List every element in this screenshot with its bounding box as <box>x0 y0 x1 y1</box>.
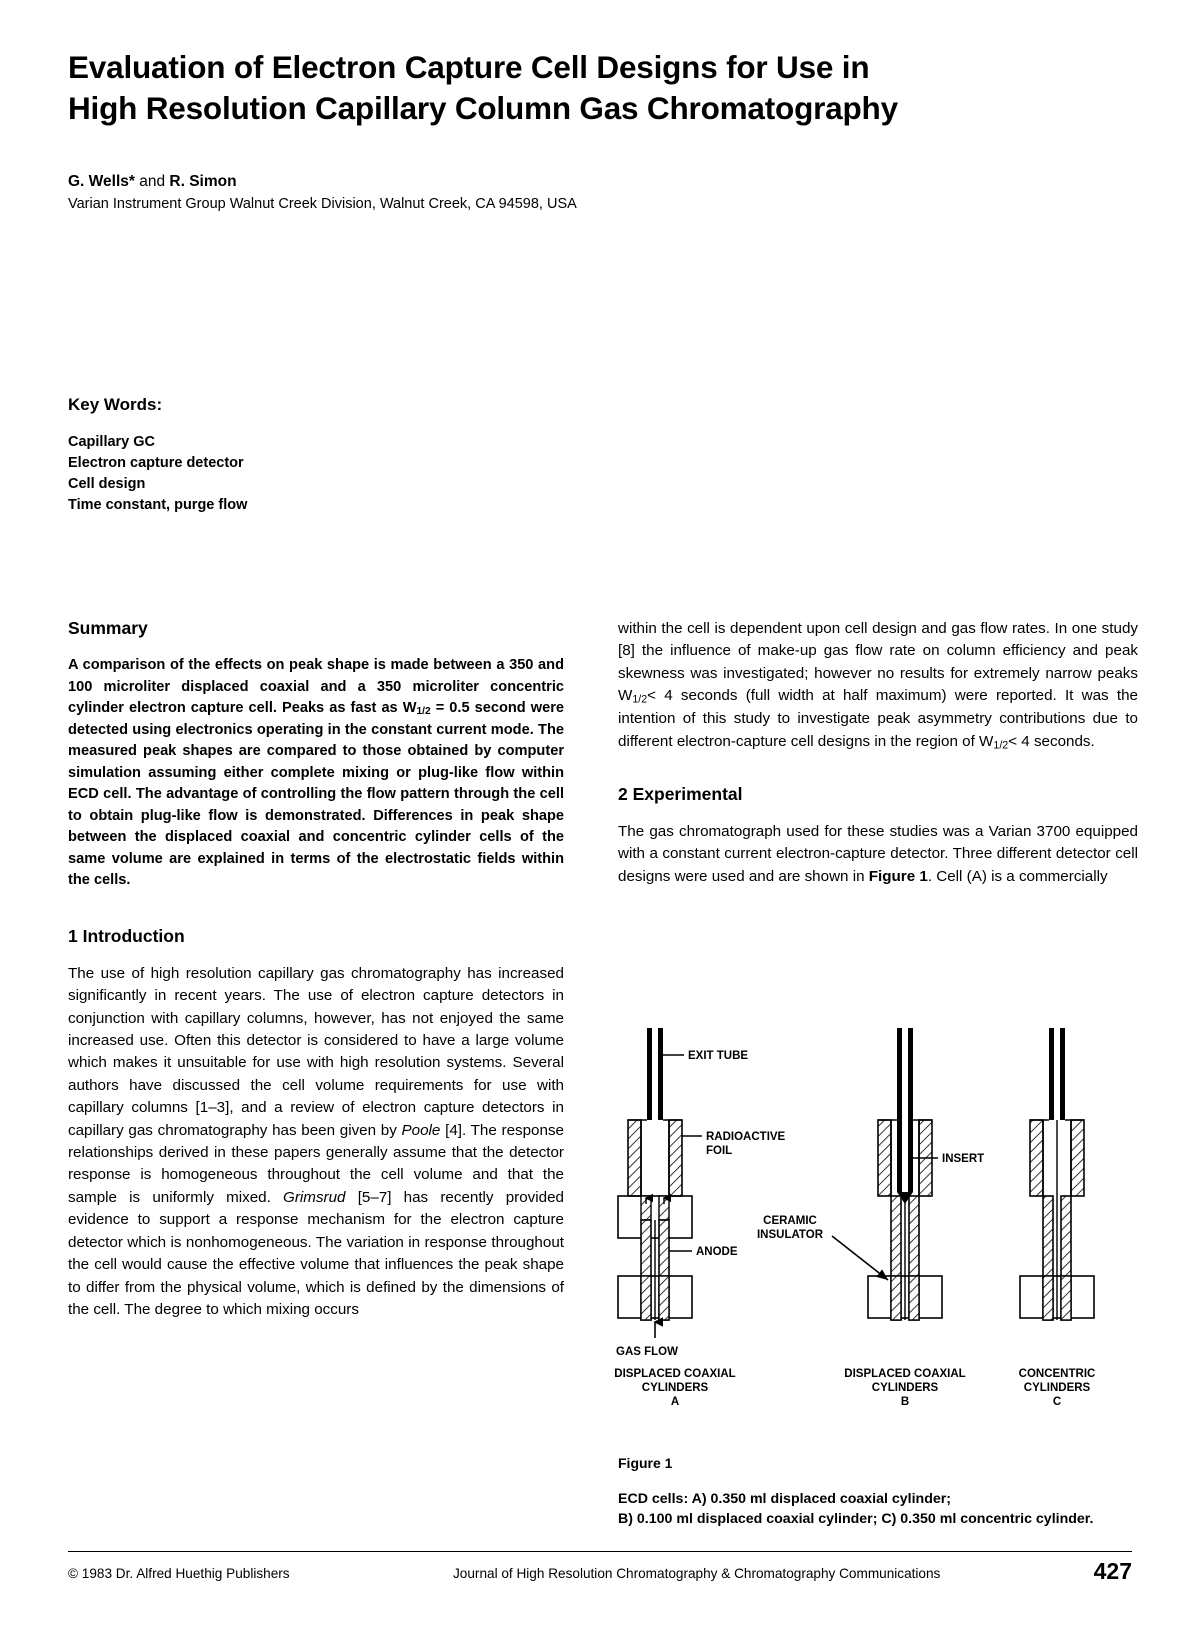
cont-subscript-2: 1/2 <box>993 739 1009 752</box>
callout-ceramic-line2: INSULATOR <box>756 1229 824 1241</box>
introduction-continued-paragraph <box>618 618 1138 754</box>
exp-text-a: The gas chromatograph used for these studies was a Varian 3700 equipped with a constant current electron-capture detector. Three different detector cell designs were used and are shown in <box>618 822 1138 885</box>
experimental-heading: 2 Experimental <box>618 783 743 804</box>
cont-text-c: < 4 seconds. <box>1008 732 1095 750</box>
callout-gas-flow: GAS FLOW <box>616 1346 678 1358</box>
title-line-1: Evaluation of Electron Capture Cell Designs for Use in <box>68 49 870 85</box>
figure-panel-a <box>614 1028 785 1408</box>
intro-text-c: [5–7] has recently provided evidence to support a response mechanism for the electron capture detector which is nonhomogeneous. The variation in response throughout the cell would cause the effective volume that influences the peak shape to differ from the physical volume, which is defined by the dimensions of the cell. The degree to which mixing occurs <box>68 1188 564 1318</box>
introduction-heading: 1 Introduction <box>68 925 185 946</box>
left-column <box>68 618 564 1321</box>
title-line-2: High Resolution Capillary Column Gas Chromatography <box>68 89 898 126</box>
summary-text-a: A comparison of the effects on peak shape is made between a 350 and 100 microliter displaced coaxial and a 350 microliter concentric cylinder electron capture cell. Peaks as fast as W <box>68 657 564 717</box>
citation-poole: Poole <box>401 1121 441 1139</box>
keyword-item: Capillary GC <box>68 434 156 450</box>
copyright-notice: © 1983 Dr. Alfred Huethig Publishers <box>68 1566 290 1581</box>
callout-radioactive-foil-line2: FOIL <box>706 1145 733 1157</box>
panel-a-letter: A <box>670 1396 680 1408</box>
callout-ceramic-line1: CERAMIC <box>763 1215 817 1227</box>
keyword-item: Electron capture detector <box>68 455 244 472</box>
callout-insert: INSERT <box>942 1153 985 1165</box>
intro-text-a: The use of high resolution capillary gas chromatography has increased significantly in recent years. The use of electron capture detectors in conjunction with capillary columns, however, has not enjoyed the same increased use. Often this detector is considered to have a large volume which makes it unsuitable for use with high resolution systems. Several authors have discussed the cell volume requirements for use with capillary columns [1–3], and a review of electron capture detectors in capillary gas chromatography has been given by <box>68 964 564 1139</box>
author-conjunction: and <box>134 173 170 190</box>
affiliation: Varian Instrument Group Walnut Creek Division, Walnut Creek, CA 94598, USA <box>68 196 577 212</box>
figure-reference: Figure 1 <box>868 867 928 885</box>
callout-anode: ANODE <box>696 1246 738 1258</box>
keywords-heading: Key Words: <box>68 395 163 414</box>
exp-text-b: . Cell (A) is a commercially <box>927 867 1108 885</box>
author-1: G. Wells* <box>68 173 135 190</box>
figure-caption-line-1: ECD cells: A) 0.350 ml displaced coaxial cylinder; <box>618 1491 952 1507</box>
page-footer <box>68 1558 1132 1592</box>
figure-panel-c <box>1019 1028 1096 1408</box>
panel-a-label-line1: DISPLACED COAXIAL <box>614 1368 736 1380</box>
summary-subscript: 1/2 <box>416 706 431 718</box>
summary-paragraph <box>68 655 564 892</box>
author-list <box>68 173 237 191</box>
keyword-item: Cell design <box>68 476 146 493</box>
panel-b-label-line1: DISPLACED COAXIAL <box>844 1368 966 1380</box>
cont-subscript-1: 1/2 <box>632 693 648 706</box>
figure-caption-line-2: B) 0.100 ml displaced coaxial cylinder; C) 0.350 ml concentric cylinder. <box>618 1511 1094 1528</box>
page-title <box>68 47 1138 129</box>
page-number: 427 <box>1093 1558 1132 1584</box>
author-2: R. Simon <box>169 173 237 190</box>
summary-text-b: = 0.5 second were detected using electronics operating in the constant current mode. The measured peak shapes are compared to those obtained by computer simulation assuming either complete mixing or plug-like flow within ECD cell. The advantage of controlling the flow pattern through the cell to obtain plug-like flow is demonstrated. Differences in peak shape between the displaced coaxial and concentric cylinder cells of the same volume are explained in terms of the electrostatic fields within the cells. <box>68 700 564 889</box>
summary-heading: Summary <box>68 618 148 638</box>
panel-b-label-line2: CYLINDERS <box>871 1382 939 1394</box>
panel-b-letter: B <box>900 1396 910 1408</box>
intro-text-b: [4]. The response relationships derived in these papers generally assume that the detector response is homogeneous throughout the cell volume and that the sample is uniformly mixed. <box>68 1121 564 1206</box>
keyword-item: Time constant, purge flow <box>68 497 248 514</box>
panel-c-label-line2: CYLINDERS <box>1023 1382 1091 1394</box>
panel-a-label-line2: CYLINDERS <box>641 1382 709 1394</box>
callout-exit-tube: EXIT TUBE <box>688 1050 749 1062</box>
footer-divider <box>68 1551 1132 1552</box>
panel-c-label-line1: CONCENTRIC <box>1018 1368 1096 1380</box>
experimental-paragraph <box>618 821 1138 888</box>
callout-radioactive-foil-line1: RADIOACTIVE <box>706 1131 786 1143</box>
right-column <box>618 618 1138 888</box>
cont-text-a: within the cell is dependent upon cell design and gas flow rates. In one study [8] the influence of make-up gas flow rate on column efficiency and peak skewness was investigated; however no results for extremely narrow peaks W <box>618 620 1138 705</box>
figure-1-image <box>600 1008 1160 1408</box>
cont-text-b: < 4 seconds (full width at half maximum) were reported. It was the intention of this study to investigate peak asymmetry contributions due to different electron-capture cell designs in the region of W <box>618 687 1138 750</box>
figure-caption <box>618 1489 1158 1529</box>
panel-c-letter: C <box>1052 1396 1062 1408</box>
figure-number: Figure 1 <box>618 1455 673 1471</box>
journal-name: Journal of High Resolution Chromatography & Chromatography Communications <box>453 1566 941 1581</box>
introduction-paragraph <box>68 963 564 1322</box>
citation-grimsrud: Grimsrud <box>283 1188 346 1206</box>
keywords-list <box>68 432 247 516</box>
figure-panel-b <box>757 1028 984 1408</box>
